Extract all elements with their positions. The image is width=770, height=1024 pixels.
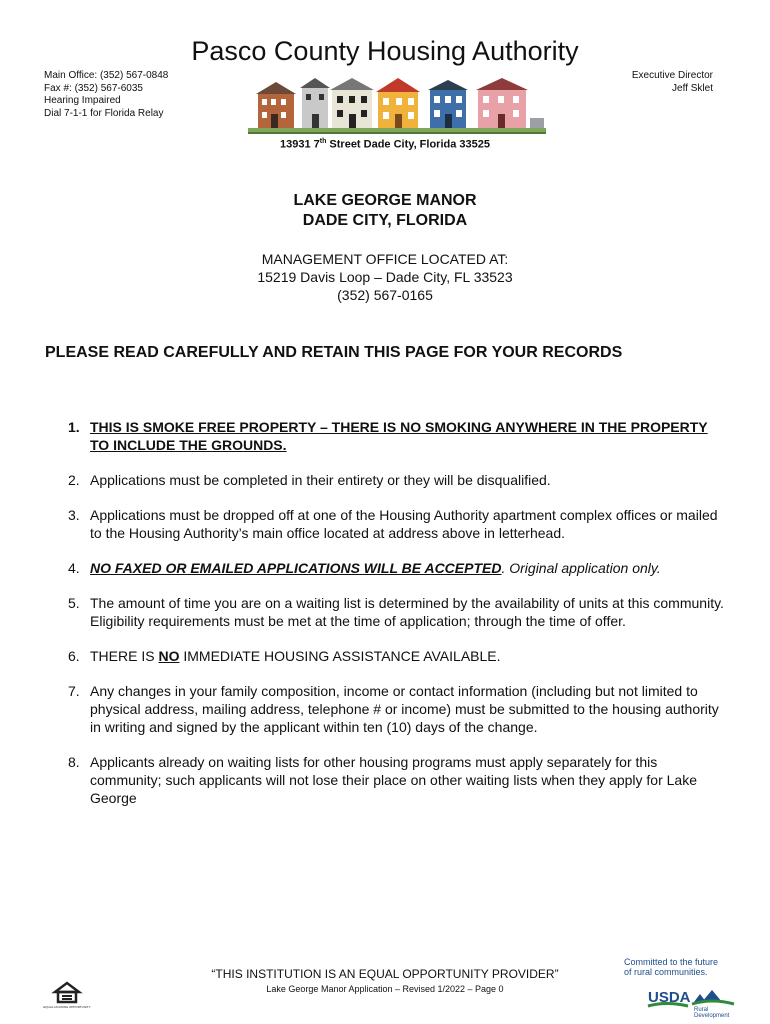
usda-tagline-line: of rural communities. — [624, 967, 708, 977]
director-info — [632, 70, 713, 95]
list-item — [68, 506, 728, 542]
item-number: 5. — [68, 595, 80, 611]
item-text: THIS IS SMOKE FREE PROPERTY – THERE IS NO SMOKING ANYWHERE IN THE PROPERTY TO INCLUDE THE GROUNDS. — [90, 419, 708, 453]
item-number: 2. — [68, 472, 80, 488]
item-number: 6. — [68, 648, 80, 664]
property-city: DADE CITY, FLORIDA — [302, 212, 468, 229]
fax-line: Fax #: (352) 567-6035 — [44, 82, 143, 94]
equal-opportunity-statement: “THIS INSTITUTION IS AN EQUAL OPPORTUNITY PROVIDER” — [211, 967, 559, 981]
list-item — [68, 753, 728, 807]
usda-tagline — [624, 957, 718, 977]
management-office-address: 15219 Davis Loop – Dade City, FL 33523 — [257, 269, 513, 285]
item-text: Applications must be completed in their entirety or they will be disqualified. — [90, 472, 551, 488]
relay-line: Dial 7-1-1 for Florida Relay — [44, 107, 164, 119]
hearing-impaired-line: Hearing Impaired — [44, 95, 121, 107]
main-office-line: Main Office: (352) 567-0848 — [44, 70, 169, 81]
management-office-label: MANAGEMENT OFFICE LOCATED AT: — [261, 251, 509, 267]
item-text: . Original application only. — [501, 560, 661, 576]
contact-info — [44, 70, 168, 120]
item-number: 7. — [68, 683, 80, 699]
item-text: THERE IS — [90, 648, 159, 664]
office-address — [0, 138, 770, 151]
revision-line: Lake George Manor Application – Revised 1/2022 – Page 0 — [266, 984, 504, 994]
instructions-list — [68, 418, 728, 824]
address-street-number: 13931 7 — [279, 138, 320, 151]
item-text: The amount of time you are on a waiting list is determined by the availability of units at this community. Eligibility requirements must be met at the time of application; through the time of offer. — [90, 595, 724, 629]
director-title: Executive Director — [631, 70, 713, 81]
property-name: LAKE GEORGE MANOR — [293, 192, 477, 209]
svg-text:EQUAL HOUSING OPPORTUNITY: EQUAL HOUSING OPPORTUNITY — [43, 1005, 91, 1009]
list-item — [68, 682, 728, 736]
svg-text:USDA: USDA — [648, 989, 691, 1006]
list-item — [68, 559, 728, 577]
item-text: Any changes in your family composition, income or contact information (including but not limited to physical address, mailing address, telephone # or income) must be submitted to the housing authority in writing and signed by the applicant within ten (10) days of the change. — [90, 683, 719, 735]
address-rest: Street Dade City, Florida 33525 — [326, 138, 490, 151]
item-number: 8. — [68, 754, 80, 770]
list-item — [68, 418, 728, 454]
item-number: 4. — [68, 560, 80, 576]
management-office — [0, 250, 770, 304]
item-number: 3. — [68, 507, 80, 523]
svg-text:Development: Development — [694, 1013, 730, 1019]
houses-illustration — [248, 74, 546, 136]
item-text-emphasis: NO FAXED OR EMAILED APPLICATIONS WILL BE ACCEPTED — [90, 560, 502, 576]
item-text: IMMEDIATE HOUSING ASSISTANCE AVAILABLE. — [179, 648, 501, 664]
item-text: Applicants already on waiting lists for other housing programs must apply separately for this community; such applicants will not lose their place on other waiting lists when they apply for Lake George — [90, 754, 697, 806]
management-office-phone: (352) 567-0165 — [337, 287, 433, 303]
list-item — [68, 647, 728, 665]
item-text: Applications must be dropped off at one of the Housing Authority apartment complex offices or mailed to the Housing Authority’s main office located at address above in letterhead. — [90, 507, 718, 541]
svg-text:Rural: Rural — [694, 1007, 709, 1013]
address-ordinal: th — [319, 138, 327, 145]
item-number: 1. — [68, 419, 80, 435]
director-name: Jeff Sklet — [672, 82, 713, 94]
list-item — [68, 471, 728, 489]
list-item — [68, 594, 728, 630]
property-heading — [0, 191, 770, 231]
usda-tagline-line: Committed to the future — [624, 957, 719, 967]
authority-title: Pasco County Housing Authority — [191, 36, 579, 66]
item-text-emphasis: NO — [158, 648, 180, 664]
usda-logo — [646, 982, 736, 1018]
retain-notice: PLEASE READ CAREFULLY AND RETAIN THIS PAGE FOR YOUR RECORDS — [45, 344, 623, 361]
